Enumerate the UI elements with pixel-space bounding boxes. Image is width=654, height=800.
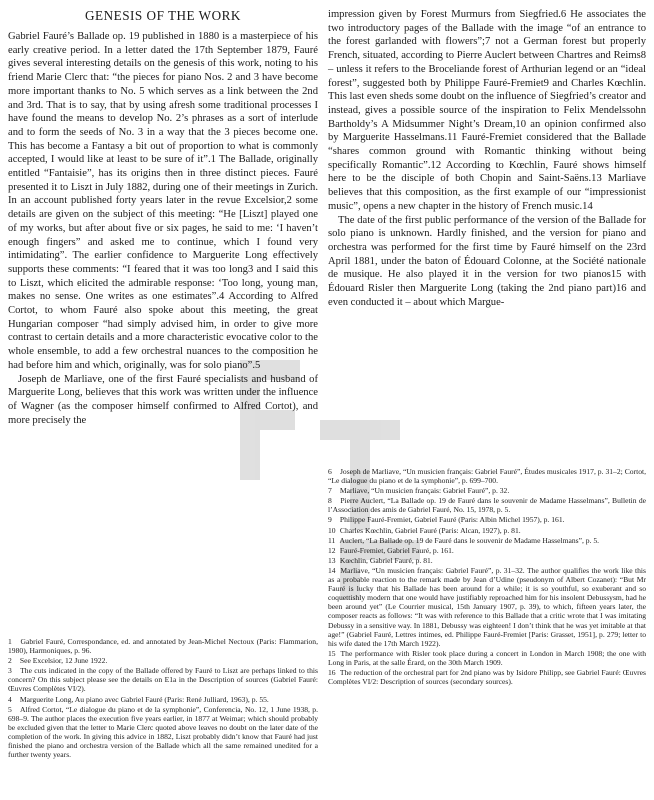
right-footnotes xyxy=(328,467,646,687)
right-paragraph-1: impression given by Forest Murmurs from Siegfried.6 He associates the two introductory pages of the Ballade with the image “of an entrance to the forest garlanded with flowers”;7 not a German forest but properly French, situated, according to Pierre Auclert between Chartres and Reims8 – unless it refers to the Broceliande forest of Arthurian legend or an “ideal forest”, suggested both by Philippe Fauré-Fremiet9 and Charles Kœchlin. This last even sheds some doubt on the influence of Siegfried’s creator and instead, gives a possible source of the inspiration to Felix Mendelssohn Bartholdy’s A Midsummer Night’s Dream,10 an opinion confirmed also by Marguerite Hasselmans.11 Fauré-Fremiet considered that the Ballade “shares common ground with Romantic thinking without being specifically Romantic”.12 According to Kœchlin, Fauré shows himself here to be the disciple of both Chopin and Saint-Saëns.13 Marliave believes that this composition, as the first example of our “impressionist music”, opens a new chapter in the history of French music.14 xyxy=(328,9,646,212)
right-column xyxy=(328,8,647,687)
footnote-11: 11 Auclert, “La Ballade op. 19 de Fauré dans le souvenir de Madame Hasselmans”, p. 5. xyxy=(328,535,600,545)
footnote-6: 6 Joseph de Marliave, “Un musicien français: Gabriel Fauré”, Études musicales 1917, p. 31–2; Cortot, “Le dialogue du piano et de la symphonie”, p. 699–700. xyxy=(328,467,646,486)
right-paragraph-2: The date of the first public performance of the version of the Ballade for solo piano is unknown. Hardly finished, and the version for piano and orchestra was performed for the first time by Fauré himself on the 23rd April 1881, under the baton of Édouard Colonne, at the Société nationale de musique. He also played it in the version for two pianos15 with Édouard Risler then Marguerite Long (taking the 2nd piano part)16 and even conducted it – about which Margue- xyxy=(328,214,646,308)
footnote-9: 9 Philippe Fauré-Fremiet, Gabriel Fauré (Paris: Albin Michel 1957), p. 161. xyxy=(328,515,565,525)
right-body xyxy=(328,8,646,309)
footnote-15: 15 The performance with Risler took place during a concert in London in March 1908; the one with Long in Paris, at the salle Érard, on the 30th March 1909. xyxy=(328,648,646,667)
footnote-7: 7 Marliave, “Un musicien français: Gabriel Fauré”, p. 32. xyxy=(328,486,510,496)
page-heading: GENESIS OF THE WORK xyxy=(85,8,241,23)
footnote-3: 3 The cuts indicated in the copy of the Ballade offered by Fauré to Liszt are perhaps linked to this concern? On this subject please see the details on E1a in the Description of sources (Gabriel Fauré: Œuvres Complètes VI/2). xyxy=(8,666,318,694)
footnote-5: 5 Alfred Cortot, “Le dialogue du piano et de la symphonie”, Conferencia, No. 12, 1 June 1938, p. 698–9. The author places the execution five years earlier, in 1877 at Weimar; which should probably be excluded given that the letter to Marie Clerc quoted above leaves no doubt on the later date of the completion of the work. In giving this advice in 1882, Liszt probably didn’t know that Fauré had just finished the piano and orchestra version of the Ballade which all the same remained unedited for a further twenty years. xyxy=(8,704,319,760)
footnote-1: 1 Gabriel Fauré, Correspondance, ed. and annotated by Jean-Michel Nectoux (Paris: Flammarion, 1980), Harmoniques, p. 96. xyxy=(8,637,318,656)
footnote-16: 16 The reduction of the orchestral part for 2nd piano was by Isidore Philipp, see Gabriel Fauré: Œuvres Complètes VI/2: Description of sources (secondary sources). xyxy=(328,667,647,687)
footnote-4: 4 Marguerite Long, Au piano avec Gabriel Fauré (Paris: René Julliard, 1963), p. 55. xyxy=(8,694,269,704)
left-column xyxy=(8,8,319,760)
left-paragraph-1: Gabriel Fauré’s Ballade op. 19 published in 1880 is a masterpiece of his early creative period. In a letter dated the 17th September 1879, Fauré gives several interesting details on the genesis of this work, noting to his friend Marie Clerc that: “the pieces for piano Nos. 2 and 3 have become more important thanks to No. 5 which serves as a link between the 2nd and 3rd. That is to say, that by using afresh some traditional processes I have found the means to develop No. 2’s phrases as a sort of interlude and to form the seeds of No. 3 in a way that the 3 pieces become one. This has become a Fantasy a bit out of proportion to what is commonly accepted, I would like at least to be sure of it”.1 The Ballade, originally entitled “Fantaisie”, has its origins then in three distinct pieces. Fauré presented it to Liszt in July 1882, during one of their meetings in Zurich. In an account published forty years later in the revue Excelsior,2 some details are given on the subject of this meeting: “He [Liszt] played one of my works, but after about five or six pages, he said to me: ‘I haven’t enough fingers” and asked me to continue, which I found very intimidating”. The earlier confidence to Marguerite Long effectively supports these comments: “I feared that it was too long3 and I said this to Liszt, which elicited the admirable response: ‘Too long, young man, makes no sense. One writes as one estimates”.4 According to Alfred Cortot, to whom Fauré also spoke about this meeting, the great Hungarian composer “had simply advised him, in order to give more contrast to certain details and a more characteristic evocative color to the whole ensemble, to add a few orchestral nuances to the composition he had before him and which, originally, was for solo piano”.5 xyxy=(8,31,318,371)
left-body xyxy=(8,30,318,427)
footnote-12: 12 Fauré-Fremiet, Gabriel Fauré, p. 161. xyxy=(328,545,454,555)
footnote-14: 14 Marliave, “Un musicien français: Gabriel Fauré”, p. 31–32. The author qualifies the work like this as a probable reaction to the remark made by Jean d’Udine (pseudonym of Albert Cozanet): “But Mr Fauré is lucky that his Ballade has been around for a while; it is so youthful, so exuberant and so coquettishly modern that one would have justifiably reproached him for his insolent Debussysm, had he been around yet” (Le Courrier musical, 15th January 1907, p. 39), to which, fifteen years later, the composer reacts as follows: “It was with reference to this Ballade that a critic wrote that I was imitating Debussy in a sensitive way. In 1881, Debussy was eighteen! I don’t think that he was yet imitable at that age!” (Gabriel Fauré, Lettres intimes, ed. Philippe Fauré-Fremiet [Paris: Grasset, 1951], p. 279; letter to his wife dated the 17th March 1922). xyxy=(328,565,646,648)
left-footnotes xyxy=(8,637,318,760)
footnote-8: 8 Pierre Auclert, “La Ballade op. 19 de Fauré dans le souvenir de Madame Hasselmans”, Bulletin de l’Association des amis de Gabriel Fauré, No. 15, 1978, p. 5. xyxy=(328,496,647,515)
footnote-13: 13 Kœchlin, Gabriel Fauré, p. 81. xyxy=(328,555,433,565)
left-paragraph-2: Joseph de Marliave, one of the first Fauré specialists and husband of Marguerite Long, believes that this work was written under the influence of Wagner (as the composer himself confirmed to Alfred Cortot), and more precisely the xyxy=(8,373,318,426)
footnote-10: 10 Charles Kœchlin, Gabriel Fauré (Paris: Alcan, 1927), p. 81. xyxy=(328,525,521,535)
footnote-2: 2 See Excelsior, 12 June 1922. xyxy=(8,656,108,666)
